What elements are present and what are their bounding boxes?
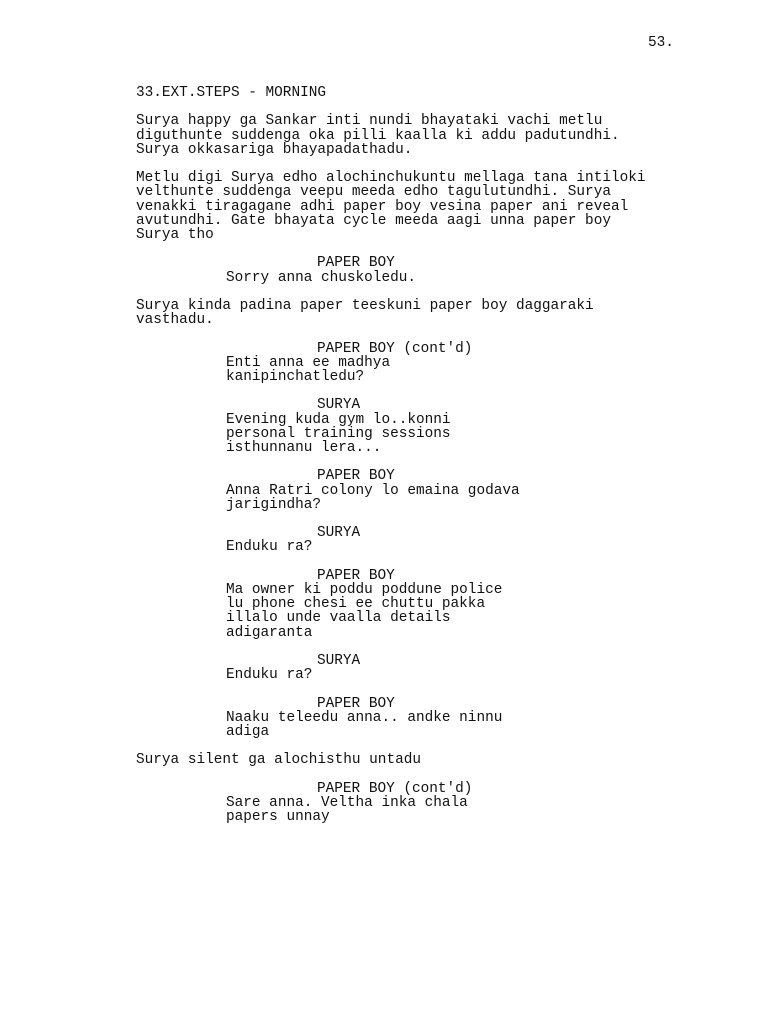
dialogue-block xyxy=(136,398,696,455)
action-paragraph: Metlu digi Surya edho alochinchukuntu mellaga tana intiloki velthunte suddenga veepu meeda edho tagulutundhi. Surya venakki tiragagane adhi paper boy vesina paper ani reveal avutundhi. Gate bhayata cycle meeda aagi unna paper boy Surya tho xyxy=(136,170,646,243)
dialogue-line: Enduku ra? xyxy=(226,539,313,556)
character-name: SURYA xyxy=(317,652,361,669)
character-name: PAPER BOY (cont'd) xyxy=(317,340,473,357)
screenplay-body xyxy=(136,86,696,839)
dialogue-block xyxy=(136,526,696,554)
dialogue-line: Evening kuda gym lo..konni personal training sessions isthunnanu lera... xyxy=(226,411,451,456)
character-name: SURYA xyxy=(317,397,361,414)
dialogue-block xyxy=(136,569,696,640)
character-name: PAPER BOY xyxy=(317,255,395,272)
character-name: PAPER BOY xyxy=(317,695,395,712)
character-name: SURYA xyxy=(317,525,361,542)
dialogue-line: Enti anna ee madhya kanipinchatledu? xyxy=(226,354,391,385)
dialogue-line: Sare anna. Veltha inka chala papers unnay xyxy=(226,794,468,826)
dialogue-block xyxy=(136,697,696,740)
dialogue-line: Sorry anna chuskoledu. xyxy=(226,269,416,286)
dialogue-block xyxy=(136,469,696,512)
action-paragraph: Surya silent ga alochisthu untadu xyxy=(136,752,421,769)
dialogue-block xyxy=(136,782,696,825)
dialogue-line: Naaku teleedu anna.. andke ninnu adiga xyxy=(226,709,503,740)
action-paragraph: Surya happy ga Sankar inti nundi bhayataki vachi metlu diguthunte suddenga oka pilli kaalla ki addu padutundhi. Surya okkasariga bhayapadathadu. xyxy=(136,113,620,158)
character-name: PAPER BOY xyxy=(317,468,395,485)
page-number: 53. xyxy=(648,35,674,51)
dialogue-block xyxy=(136,342,696,385)
dialogue-line: Enduku ra? xyxy=(226,667,313,684)
dialogue-block xyxy=(136,256,696,284)
scene-heading: 33.EXT.STEPS - MORNING xyxy=(136,85,326,101)
character-name: PAPER BOY (cont'd) xyxy=(317,780,473,797)
action-paragraph: Surya kinda padina paper teeskuni paper boy daggaraki vasthadu. xyxy=(136,297,594,329)
character-name: PAPER BOY xyxy=(317,567,395,584)
dialogue-block xyxy=(136,654,696,682)
dialogue-line: Anna Ratri colony lo emaina godava jarigindha? xyxy=(226,482,520,513)
dialogue-line: Ma owner ki poddu poddune police lu phone chesi ee chuttu pakka illalo unde vaalla details adigaranta xyxy=(226,581,503,641)
